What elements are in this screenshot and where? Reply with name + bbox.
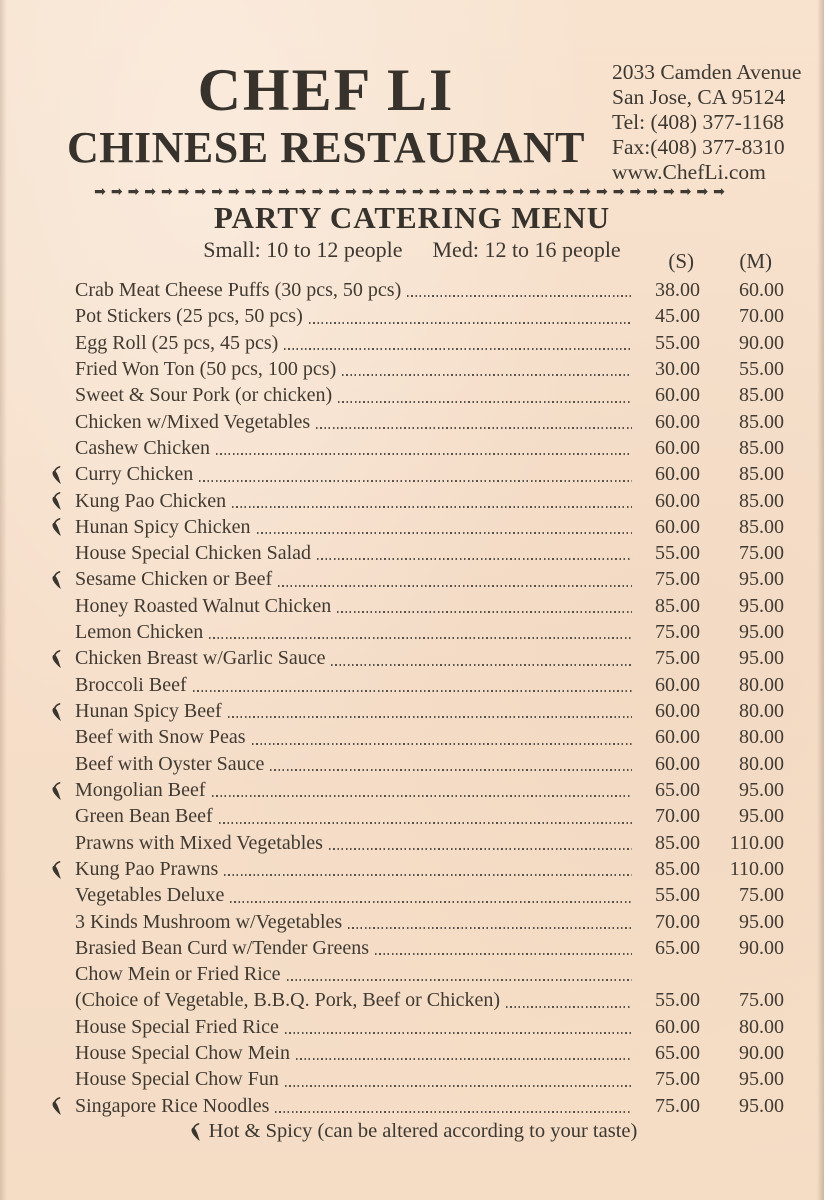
- menu-item-row: [48, 987, 784, 1013]
- dotted-leader: [228, 716, 632, 718]
- menu-item-row: [48, 777, 784, 803]
- chili-pepper-icon: [48, 647, 75, 670]
- spicy-footnote: [0, 1120, 824, 1143]
- dotted-leader: [278, 585, 632, 587]
- menu-item-name: Hunan Spicy Beef: [75, 700, 222, 722]
- menu-item-price-small: 85.00: [655, 594, 700, 617]
- menu-item-row: [48, 830, 784, 856]
- restaurant-name: CHEF LI: [197, 57, 455, 123]
- menu-item-name: Fried Won Ton (50 pcs, 100 pcs): [75, 357, 337, 380]
- menu-item-price-med: 90.00: [739, 936, 784, 959]
- menu-item-row: [48, 1066, 784, 1092]
- chili-pepper-icon: [48, 700, 75, 723]
- menu-item-price-small: 60.00: [655, 673, 700, 696]
- dotted-leader: [316, 427, 632, 429]
- dotted-leader: [193, 690, 632, 692]
- menu-item-name: Chicken w/Mixed Vegetables: [75, 410, 311, 433]
- menu-item-name: Cashew Chicken: [75, 436, 210, 459]
- menu-item-price-med: 85.00: [739, 463, 784, 486]
- menu-item-row: [48, 540, 784, 566]
- dotted-leader: [375, 953, 632, 955]
- arrow-divider: ➡︎➡︎➡︎➡︎➡︎➡︎➡︎➡︎➡︎➡︎➡︎➡︎➡︎➡︎➡︎➡︎➡︎➡︎➡︎➡︎➡︎➡︎➡︎➡︎➡︎➡︎➡︎➡︎➡︎➡︎➡︎➡︎➡︎➡︎➡︎➡︎➡︎➡︎: [94, 184, 730, 200]
- address-line2: San Jose, CA 95124: [612, 85, 786, 109]
- menu-item-price-small: 65.00: [655, 936, 700, 959]
- menu-item-price-med: 80.00: [739, 1015, 784, 1038]
- menu-item-price-med: 95.00: [739, 910, 784, 933]
- menu-item-price-small: 60.00: [655, 410, 700, 433]
- dotted-leader: [275, 1111, 632, 1113]
- menu-item-price-med: 80.00: [739, 673, 784, 696]
- menu-item-name: House Special Chow Mein: [75, 1042, 290, 1065]
- chili-pepper-icon: [48, 515, 75, 538]
- menu-item-price-small: 75.00: [655, 647, 700, 670]
- menu-item-price-med: 75.00: [739, 989, 784, 1012]
- menu-item-row: [48, 435, 784, 461]
- contact-block: [612, 60, 801, 185]
- menu-item-price-med: 85.00: [739, 436, 784, 459]
- chili-pepper-icon: [48, 489, 75, 512]
- menu-item-price-small: 85.00: [655, 857, 700, 880]
- menu-item-price-med: 95.00: [739, 805, 784, 828]
- menu-item-row: [48, 330, 784, 356]
- dotted-leader: [224, 874, 632, 876]
- menu-item-name: House Special Chicken Salad: [75, 542, 312, 565]
- menu-item-row: [48, 882, 784, 908]
- dotted-leader: [338, 401, 632, 403]
- scan-edge-left: [0, 0, 7, 1200]
- dotted-leader: [337, 611, 632, 613]
- menu-item-price-small: 75.00: [655, 621, 700, 644]
- menu-item-row: [48, 909, 784, 935]
- menu-item-name: Sweet & Sour Pork (or chicken): [75, 384, 333, 407]
- menu-item-row: [48, 277, 784, 303]
- menu-item-name: Kung Pao Chicken: [75, 489, 227, 512]
- menu-item-price-small: 30.00: [655, 357, 700, 380]
- menu-item-price-small: 70.00: [655, 805, 700, 828]
- menu-item-price-small: 60.00: [655, 700, 700, 722]
- dotted-leader: [209, 637, 632, 639]
- menu-item-price-small: 55.00: [655, 542, 700, 565]
- menu-item-price-med: 75.00: [739, 542, 784, 565]
- menu-item-name: Egg Roll (25 pcs, 45 pcs): [75, 331, 279, 354]
- menu-item-price-med: 80.00: [739, 726, 784, 749]
- menu-item-row: [48, 356, 784, 382]
- menu-item-price-med: 85.00: [739, 410, 784, 433]
- dotted-leader: [296, 1058, 632, 1060]
- menu-item-name: Chow Mein or Fried Rice: [75, 963, 281, 986]
- menu-item-name: Kung Pao Prawns: [75, 857, 219, 880]
- dotted-leader: [270, 769, 632, 771]
- fax-line: Fax:(408) 377-8310: [612, 135, 785, 159]
- dotted-leader: [284, 348, 632, 350]
- dotted-leader: [309, 322, 632, 324]
- menu-item-row: [48, 961, 784, 987]
- menu-item-price-small: 75.00: [655, 1094, 700, 1117]
- menu-item-price-med: 90.00: [739, 1042, 784, 1065]
- menu-item-price-small: 75.00: [655, 1068, 700, 1091]
- dotted-leader: [212, 795, 632, 797]
- col-header-small: (S): [668, 249, 694, 273]
- menu-item-price-med: 85.00: [739, 384, 784, 407]
- address-line1: 2033 Camden Avenue: [612, 60, 802, 84]
- dotted-leader: [285, 1085, 632, 1087]
- price-column-headers: [638, 249, 784, 274]
- menu-item-price-med: 95.00: [739, 1094, 784, 1117]
- menu-item-name: Prawns with Mixed Vegetables: [75, 831, 323, 854]
- menu-item-name: House Special Fried Rice: [75, 1015, 279, 1038]
- menu-item-price-small: 60.00: [655, 752, 700, 775]
- menu-item-name: 3 Kinds Mushroom w/Vegetables: [75, 910, 343, 933]
- menu-item-price-small: 65.00: [655, 778, 700, 801]
- chili-pepper-icon: [48, 1094, 75, 1117]
- menu-item-name: Beef with Oyster Sauce: [75, 752, 265, 775]
- menu-item-row: [48, 1093, 784, 1119]
- menu-item-price-small: 60.00: [655, 1015, 700, 1038]
- menu-item-name: Beef with Snow Peas: [75, 726, 246, 749]
- size-small-label: Small: 10 to 12 people: [203, 237, 403, 262]
- chili-pepper-icon: [48, 463, 75, 486]
- dotted-leader: [287, 979, 632, 981]
- menu-item-row: [48, 645, 784, 671]
- dotted-leader: [317, 558, 632, 560]
- menu-item-price-small: 85.00: [655, 831, 700, 854]
- menu-item-price-med: 95.00: [739, 568, 784, 591]
- menu-item-price-med: 80.00: [739, 752, 784, 775]
- menu-item-name: Sesame Chicken or Beef: [75, 568, 273, 591]
- menu-item-price-small: 60.00: [655, 489, 700, 512]
- menu-item-name: Green Bean Beef: [75, 805, 213, 828]
- dotted-leader: [331, 664, 632, 666]
- menu-item-row: [48, 935, 784, 961]
- menu-item-price-med: 70.00: [739, 305, 784, 328]
- menu-item-row: [48, 488, 784, 514]
- chili-pepper-icon: [187, 1120, 203, 1143]
- menu-item-row: [48, 1040, 784, 1066]
- menu-item-name: Vegetables Deluxe: [75, 884, 225, 907]
- menu-item-name: House Special Chow Fun: [75, 1068, 279, 1091]
- menu-item-row: [48, 856, 784, 882]
- menu-item-row: [48, 461, 784, 487]
- menu-item-price-small: 55.00: [655, 884, 700, 907]
- dotted-leader: [232, 506, 632, 508]
- menu-item-price-med: 55.00: [739, 357, 784, 380]
- menu-item-row: [48, 514, 784, 540]
- dotted-leader: [506, 1006, 632, 1008]
- menu-item-price-med: 95.00: [739, 778, 784, 801]
- menu-item-price-med: 110.00: [729, 831, 784, 854]
- menu-item-price-small: 60.00: [655, 463, 700, 486]
- dotted-leader: [216, 453, 632, 455]
- menu-item-row: [48, 593, 784, 619]
- menu-title: PARTY CATERING MENU: [213, 200, 611, 235]
- menu-item-row: [48, 303, 784, 329]
- dotted-leader: [219, 822, 632, 824]
- menu-item-row: [48, 619, 784, 645]
- menu-item-price-med: 95.00: [739, 647, 784, 670]
- menu-item-row: [48, 382, 784, 408]
- website-line: www.ChefLi.com: [612, 160, 766, 184]
- col-header-med: (M): [739, 249, 772, 273]
- restaurant-title-block: [4, 57, 648, 172]
- menu-item-name: Pot Stickers (25 pcs, 50 pcs): [75, 305, 303, 328]
- menu-item-name: (Choice of Vegetable, B.B.Q. Pork, Beef or Chicken): [75, 989, 501, 1012]
- catering-menu-list: [48, 277, 784, 1119]
- menu-item-name: Honey Roasted Walnut Chicken: [75, 594, 332, 617]
- menu-item-price-med: 80.00: [739, 700, 784, 722]
- menu-item-price-small: 60.00: [655, 726, 700, 749]
- menu-item-name: Curry Chicken: [75, 463, 194, 486]
- menu-item-row: [48, 724, 784, 750]
- menu-item-price-small: 38.00: [655, 279, 700, 301]
- menu-item-price-med: 95.00: [739, 621, 784, 644]
- menu-item-price-med: 95.00: [739, 594, 784, 617]
- menu-item-price-small: 55.00: [655, 331, 700, 354]
- menu-item-name: Mongolian Beef: [75, 778, 206, 801]
- menu-item-name: Chicken Breast w/Garlic Sauce: [75, 647, 326, 670]
- menu-item-price-med: 110.00: [729, 857, 784, 880]
- dotted-leader: [230, 901, 632, 903]
- spicy-footnote-text: Hot & Spicy (can be altered according to your taste): [208, 1120, 638, 1142]
- menu-item-row: [48, 566, 784, 592]
- menu-item-row: [48, 698, 784, 724]
- menu-item-price-med: 85.00: [739, 515, 784, 538]
- menu-item-price-small: 65.00: [655, 1042, 700, 1065]
- menu-item-price-small: 60.00: [655, 515, 700, 538]
- menu-item-price-med: 90.00: [739, 331, 784, 354]
- phone-line: Tel: (408) 377-1168: [612, 110, 785, 134]
- dotted-leader: [285, 1032, 632, 1034]
- chili-pepper-icon: [48, 858, 75, 881]
- menu-item-row: [48, 1014, 784, 1040]
- menu-item-name: Broccoli Beef: [75, 673, 187, 696]
- scan-edge-right: [817, 0, 824, 1200]
- dotted-leader: [342, 374, 632, 376]
- menu-item-name: Crab Meat Cheese Puffs (30 pcs, 50 pcs): [75, 279, 402, 301]
- menu-item-price-med: 60.00: [739, 279, 784, 301]
- size-med-label: Med: 12 to 16 people: [432, 237, 621, 262]
- menu-item-price-med: 95.00: [739, 1068, 784, 1091]
- restaurant-type: CHINESE RESTAURANT: [67, 123, 585, 172]
- menu-item-name: Hunan Spicy Chicken: [75, 515, 251, 538]
- menu-item-price-small: 55.00: [655, 989, 700, 1012]
- dotted-leader: [252, 743, 632, 745]
- menu-item-name: Lemon Chicken: [75, 621, 204, 644]
- menu-item-price-med: 85.00: [739, 489, 784, 512]
- menu-item-price-small: 60.00: [655, 436, 700, 459]
- menu-item-name: Singapore Rice Noodles: [75, 1094, 270, 1117]
- dotted-leader: [407, 295, 632, 297]
- dotted-leader: [257, 532, 632, 534]
- menu-item-row: [48, 803, 784, 829]
- dotted-leader: [329, 848, 632, 850]
- menu-item-price-med: 75.00: [739, 884, 784, 907]
- menu-item-name: Brasied Bean Curd w/Tender Greens: [75, 936, 370, 959]
- menu-item-price-small: 45.00: [655, 305, 700, 328]
- menu-item-price-small: 60.00: [655, 384, 700, 407]
- dotted-leader: [348, 927, 632, 929]
- menu-item-row: [48, 409, 784, 435]
- menu-item-row: [48, 672, 784, 698]
- chili-pepper-icon: [48, 779, 75, 802]
- menu-item-price-small: 75.00: [655, 568, 700, 591]
- menu-item-row: [48, 751, 784, 777]
- dotted-leader: [199, 480, 632, 482]
- chili-pepper-icon: [48, 568, 75, 591]
- menu-item-price-small: 70.00: [655, 910, 700, 933]
